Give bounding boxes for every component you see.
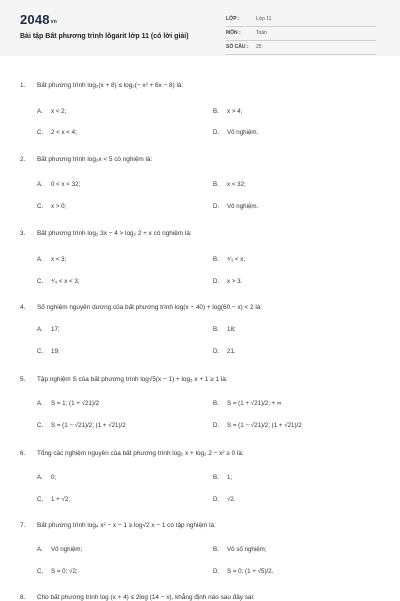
meta-subject-label: MÔN : <box>226 30 241 36</box>
q3-option-b[interactable]: B. ⁴⁄₃ < x; <box>213 256 246 263</box>
question-text: Cho bất phương trình log (x + 4) ≤ 2log (14 − x), khẳng định nào sau đây sai: <box>37 594 255 601</box>
q5-option-c[interactable]: C. S = (1 − √21)/2; (1 + √21)/2 <box>37 422 126 429</box>
q6-option-c[interactable]: C. 1 + √2; <box>37 496 71 503</box>
question-text: Bất phương trình log₂ 3x − 4 > log₂ 2 + x có nghiệm là: <box>37 230 192 237</box>
q7-option-b[interactable]: B. Vô số nghiệm; <box>213 546 267 553</box>
meta-subject-value: Toán <box>256 30 267 36</box>
question-text: Số nghiệm nguyên dương của bất phương trình log(x − 40) + log(60 − x) < 2 là: <box>37 304 263 311</box>
q1-option-b[interactable]: B. x > 4; <box>213 108 243 115</box>
q3-option-d[interactable]: D. x > 3. <box>213 278 243 285</box>
question-number: 6. <box>20 450 26 457</box>
q6-option-b[interactable]: B. 1; <box>213 474 233 481</box>
meta-class-value: Lớp 11 <box>256 16 272 22</box>
q1-option-c[interactable]: C. 2 < x < 4; <box>37 129 77 136</box>
q7-option-d[interactable]: D. S = 0; (1 + √5)/2. <box>213 568 274 575</box>
q3-option-c[interactable]: C. ⁴⁄₃ < x < 3; <box>37 278 80 285</box>
page-title: Bài tập Bất phương trình lôgarit lớp 11 (có lời giải) <box>20 33 189 40</box>
q3-option-a[interactable]: A. x < 3; <box>37 256 67 263</box>
question-number: 4. <box>20 304 26 311</box>
q2-option-b[interactable]: B. x < 32; <box>213 181 246 188</box>
q5-option-a[interactable]: A. S = 1; (1 + √21)/2 <box>37 400 100 407</box>
q4-option-d[interactable]: D. 21. <box>213 348 236 355</box>
q7-option-a[interactable]: A. Vô nghiệm; <box>37 546 83 553</box>
q2-option-a[interactable]: A. 0 < x < 32; <box>37 181 81 188</box>
q2-option-d[interactable]: D. Vô nghiệm. <box>213 203 259 210</box>
question-number: 3. <box>20 230 26 237</box>
site-logo[interactable]: $2048_{vn}$ <box>20 12 57 27</box>
q6-option-d[interactable]: D. √2. <box>213 496 236 503</box>
q2-option-c[interactable]: C. x > 0; <box>37 203 67 210</box>
meta-class-row <box>226 12 376 27</box>
question-text: Bất phương trình log₂x < 5 có nghiệm là: <box>37 156 153 163</box>
question-number: 2. <box>20 156 26 163</box>
question-number: 7. <box>20 522 26 529</box>
q4-option-b[interactable]: B. 18; <box>213 326 236 333</box>
q1-option-d[interactable]: D. Vô nghiệm. <box>213 129 259 136</box>
question-number: 8. <box>20 594 26 601</box>
question-number: 5. <box>20 376 26 383</box>
header <box>0 0 400 56</box>
q5-option-b[interactable]: B. S = (1 + √21)/2; + ∞ <box>213 400 282 407</box>
q1-option-a[interactable]: A. x < 2; <box>37 108 67 115</box>
question-text: Bất phương trình log₄ x² − x − 1 ≥ log√2 x − 1 có tập nghiệm là: <box>37 522 216 529</box>
q4-option-a[interactable]: A. 17; <box>37 326 60 333</box>
q4-option-c[interactable]: C. 19; <box>37 348 60 355</box>
meta-count-label: SỐ CÂU : <box>226 44 249 50</box>
meta-subject-row <box>226 26 376 41</box>
meta-class-label: LỚP : <box>226 16 240 22</box>
question-text: Tổng các nghiệm nguyên của bất phương trình log₂ x + log₂ 2 − x² ≥ 0 là: <box>37 450 244 457</box>
question-text: Bất phương trình log₂(x + 8) ≤ log₂(− x² + 6x − 8) là: <box>37 82 184 89</box>
q5-option-d[interactable]: D. S = (1 − √21)/2; (1 + √21)/2 <box>213 422 302 429</box>
meta-count-value: 25 <box>256 44 262 50</box>
question-number: 1. <box>20 82 26 89</box>
question-text: Tập nghiệm S của bất phương trình log√5(x − 1) + log₅ x + 1 ≥ 1 là: <box>37 376 228 383</box>
q6-option-a[interactable]: A. 0; <box>37 474 57 481</box>
q7-option-c[interactable]: C. S = 0; √2; <box>37 568 78 575</box>
meta-count-row <box>226 40 376 55</box>
